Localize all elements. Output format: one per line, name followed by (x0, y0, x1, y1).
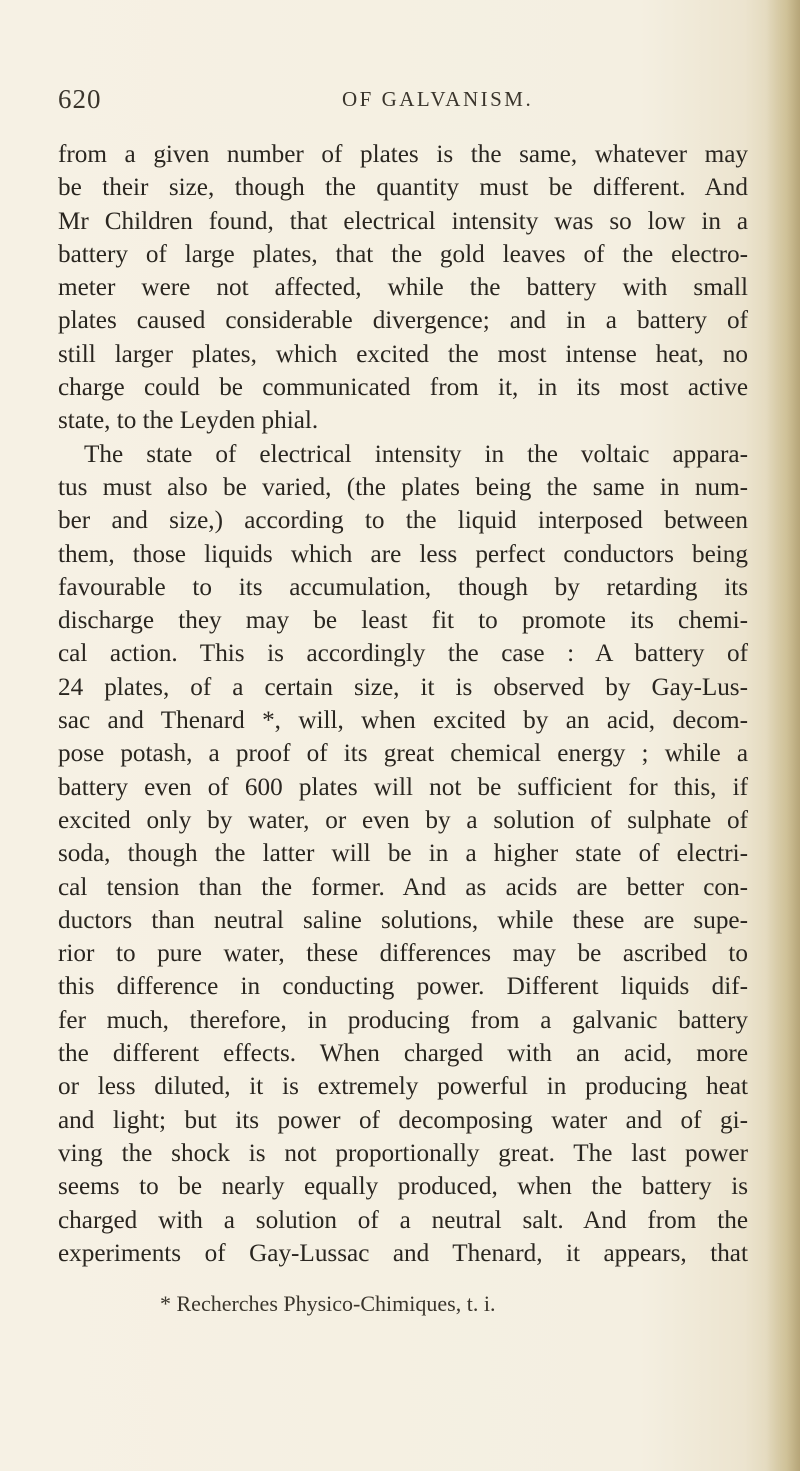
text-line: rior to pure water, these differences may be ascribed to (58, 940, 748, 968)
text-line: cal action. This is accordingly the case : A battery of (58, 640, 748, 668)
text-line: cal tension than the former. And as acids are better con- (58, 873, 748, 901)
text-line: battery even of 600 plates will not be sufficient for this, if (58, 773, 748, 801)
body-text (58, 138, 748, 1270)
text-line: Mr Children found, that electrical intensity was so low in a (58, 207, 748, 235)
footnote: * Recherches Physico-Chimiques, t. i. (160, 1291, 496, 1316)
text-line: the different effects. When charged with an acid, more (58, 1040, 748, 1068)
text-line: ductors than neutral saline solutions, while these are supe- (58, 906, 748, 934)
running-title: OF GALVANISM. (342, 87, 534, 111)
paragraph-start-line: The state of electrical intensity in the voltaic appara- (84, 440, 748, 468)
text-line: charged with a solution of a neutral salt. And from the (58, 1206, 748, 1234)
text-line: pose potash, a proof of its great chemical energy ; while a (58, 740, 748, 768)
text-line: this difference in conducting power. Different liquids dif- (58, 973, 748, 1001)
text-line: ber and size,) according to the liquid interposed between (58, 507, 748, 535)
text-line: battery of large plates, that the gold leaves of the electro- (58, 240, 748, 268)
text-line: discharge they may be least fit to promote its chemi- (58, 607, 748, 635)
text-line: them, those liquids which are less perfect conductors being (58, 540, 748, 568)
text-line: soda, though the latter will be in a higher state of electri- (58, 840, 748, 868)
text-line: and light; but its power of decomposing water and of gi- (58, 1106, 748, 1134)
text-line: fer much, therefore, in producing from a galvanic battery (58, 1006, 748, 1034)
text-line: excited only by water, or even by a solution of sulphate of (58, 806, 748, 834)
text-line: sac and Thenard *, will, when excited by an acid, decom- (58, 707, 748, 735)
text-line: tus must also be varied, (the plates being the same in num- (58, 473, 748, 501)
text-line: state, to the Leyden phial. (58, 407, 319, 435)
text-line: favourable to its accumulation, though by retarding its (58, 573, 748, 601)
text-line: 24 plates, of a certain size, it is observed by Gay-Lus- (58, 673, 748, 701)
text-line: seems to be nearly equally produced, when the battery is (58, 1173, 748, 1201)
text-line: or less diluted, it is extremely powerful in producing heat (58, 1073, 748, 1101)
text-line: be their size, though the quantity must be different. And (58, 174, 748, 202)
text-line: plates caused considerable divergence; and in a battery of (58, 307, 748, 335)
text-line: still larger plates, which excited the most intense heat, no (58, 340, 748, 368)
text-line: from a given number of plates is the same, whatever may (58, 141, 748, 168)
text-line: meter were not affected, while the battery with small (58, 274, 748, 302)
page-header (58, 84, 748, 124)
text-line: charge could be communicated from it, in its most active (58, 374, 748, 402)
text-line: experiments of Gay-Lussac and Thenard, it appears, that (58, 1239, 748, 1267)
text-line: ving the shock is not proportionally great. The last power (58, 1139, 748, 1167)
page-number: 620 (58, 84, 102, 114)
page-edge-shadow (766, 0, 800, 1471)
